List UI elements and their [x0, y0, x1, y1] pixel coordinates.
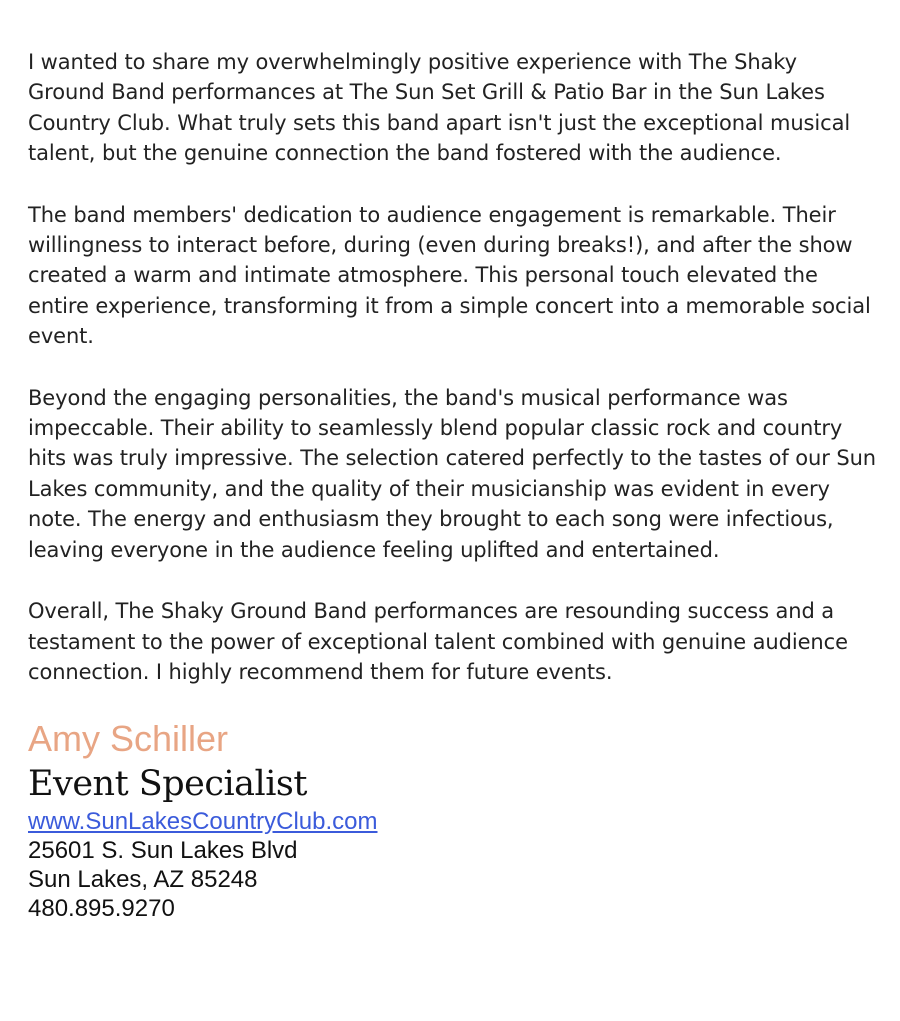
- address-line-1: 25601 S. Sun Lakes Blvd: [28, 837, 298, 865]
- address-line-2: Sun Lakes, AZ 85248: [28, 866, 258, 894]
- paragraph-4: Overall, The Shaky Ground Band performances are resounding success and a testament to the power of exceptional talent combined with genuine audience connection. I highly recommend them for future events.: [28, 599, 848, 684]
- phone-number: 480.895.9270: [28, 895, 175, 923]
- paragraph-1: I wanted to share my overwhelmingly positive experience with The Shaky Ground Band performances at The Sun Set Grill & Patio Bar in the Sun Lakes Country Club. What truly sets this band apart isn't just the exceptional musical talent, but the genuine connection the band fostered with the audience.: [28, 50, 851, 166]
- signature-name: Amy Schiller: [28, 718, 229, 760]
- signature-block: [28, 717, 878, 923]
- paragraph-2: The band members' dedication to audience engagement is remarkable. Their willingness to interact before, during (even during breaks!), and after the show created a warm and intimate atmosphere. This personal touch elevated the entire experience, transforming it from a simple concert into a memorable social event.: [28, 202, 871, 349]
- letter-page: [28, 47, 878, 923]
- website-link[interactable]: www.SunLakesCountryClub.com: [28, 808, 378, 836]
- paragraph-3: Beyond the engaging personalities, the band's musical performance was impeccable. Their ability to seamlessly blend popular classic rock and country hits was truly impressive. The selection catered perfectly to the tastes of our Sun Lakes community, and the quality of their musicianship was evident in every note. The energy and enthusiasm they brought to each song were infectious, leaving everyone in the audience feeling uplifted and entertained.: [28, 385, 877, 562]
- letter-body: [28, 47, 878, 687]
- signature-title: Event Specialist: [28, 764, 307, 805]
